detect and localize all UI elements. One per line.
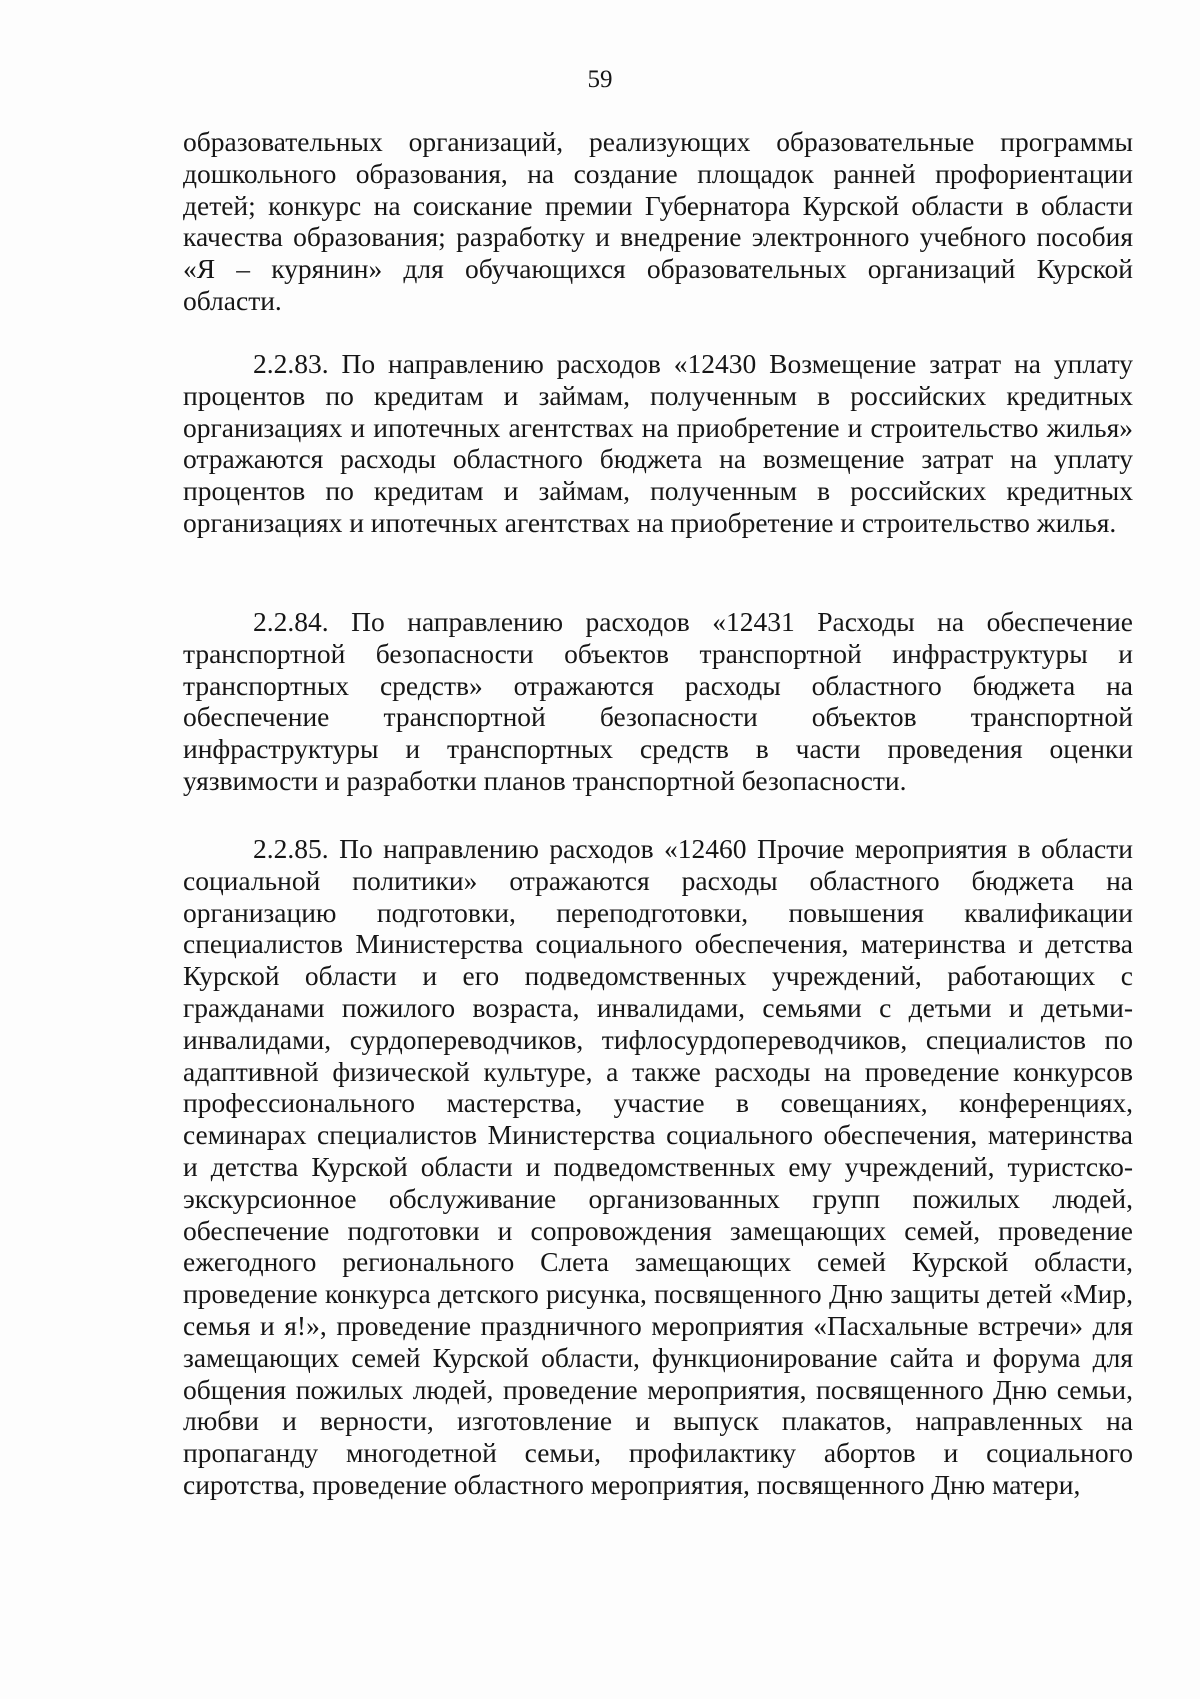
paragraph-2-2-85 (183, 833, 1133, 1501)
paragraph-text: 2.2.84. По направлению расходов «12431 Расходы на обеспечение транспортной безопасности объектов транспортной инфраструктуры и транспортных средств» отражаются расходы областного бюджета на обеспечение транспортной безопасности объектов транспортной инфраструктуры и транспортных средств в части проведения оценки уязвимости и разработки планов транспортной безопасности. (183, 606, 1133, 796)
paragraph-text: 2.2.85. По направлению расходов «12460 Прочие мероприятия в области социальной политики» отражаются расходы областного бюджета на организацию подготовки, переподготовки, повышения квалификации специалистов Министерства социального обеспечения, материнства и детства Курской области и его подведомственных учреждений, работающих с гражданами пожилого возраста, инвалидами, семьями с детьми и детьми-инвалидами, сурдопереводчиков, тифлосурдопереводчиков, специалистов по адаптивной физической культуре, а также расходы на проведение конкурсов профессионального мастерства, участие в совещаниях, конференциях, семинарах специалистов Министерства социального обеспечения, материнства и детства Курской области и подведомственных ему учреждений, туристско-экскурсионное обслуживание организованных групп пожилых людей, обеспечение подготовки и сопровождения замещающих семей, проведение ежегодного регионального Слета замещающих семей Курской области, проведение конкурса детского рисунка, посвященного Дню защиты детей «Мир, семья и я!», проведение праздничного мероприятия «Пасхальные встречи» для замещающих семей Курской области, функционирование сайта и форума для общения пожилых людей, проведение мероприятия, посвященного Дню семьи, любви и верности, изготовление и выпуск плакатов, направленных на пропаганду многодетной семьи, профилактику абортов и социального сиротства, проведение областного мероприятия, посвященного Дню матери, (183, 833, 1133, 1500)
paragraph-text: образовательных организаций, реализующих образовательные программы дошкольного образования, на создание площадок ранней профориентации детей; конкурс на соискание премии Губернатора Курской области в области качества образования; разработку и внедрение электронного учебного пособия «Я – курянин» для обучающихся образовательных организаций Курской области. (183, 126, 1133, 316)
paragraph-2-2-84 (183, 606, 1133, 797)
paragraph-text: 2.2.83. По направлению расходов «12430 Возмещение затрат на уплату процентов по кредитам и займам, полученным в российских кредитных организациях и ипотечных агентствах на приобретение и строительство жилья» отражаются расходы областного бюджета на возмещение затрат на уплату процентов по кредитам и займам, полученным в российских кредитных организациях и ипотечных агентствах на приобретение и строительство жилья. (183, 348, 1133, 538)
paragraph-2-2-83 (183, 348, 1133, 539)
page-number: 59 (587, 66, 613, 93)
paragraph-continuation (183, 126, 1133, 317)
